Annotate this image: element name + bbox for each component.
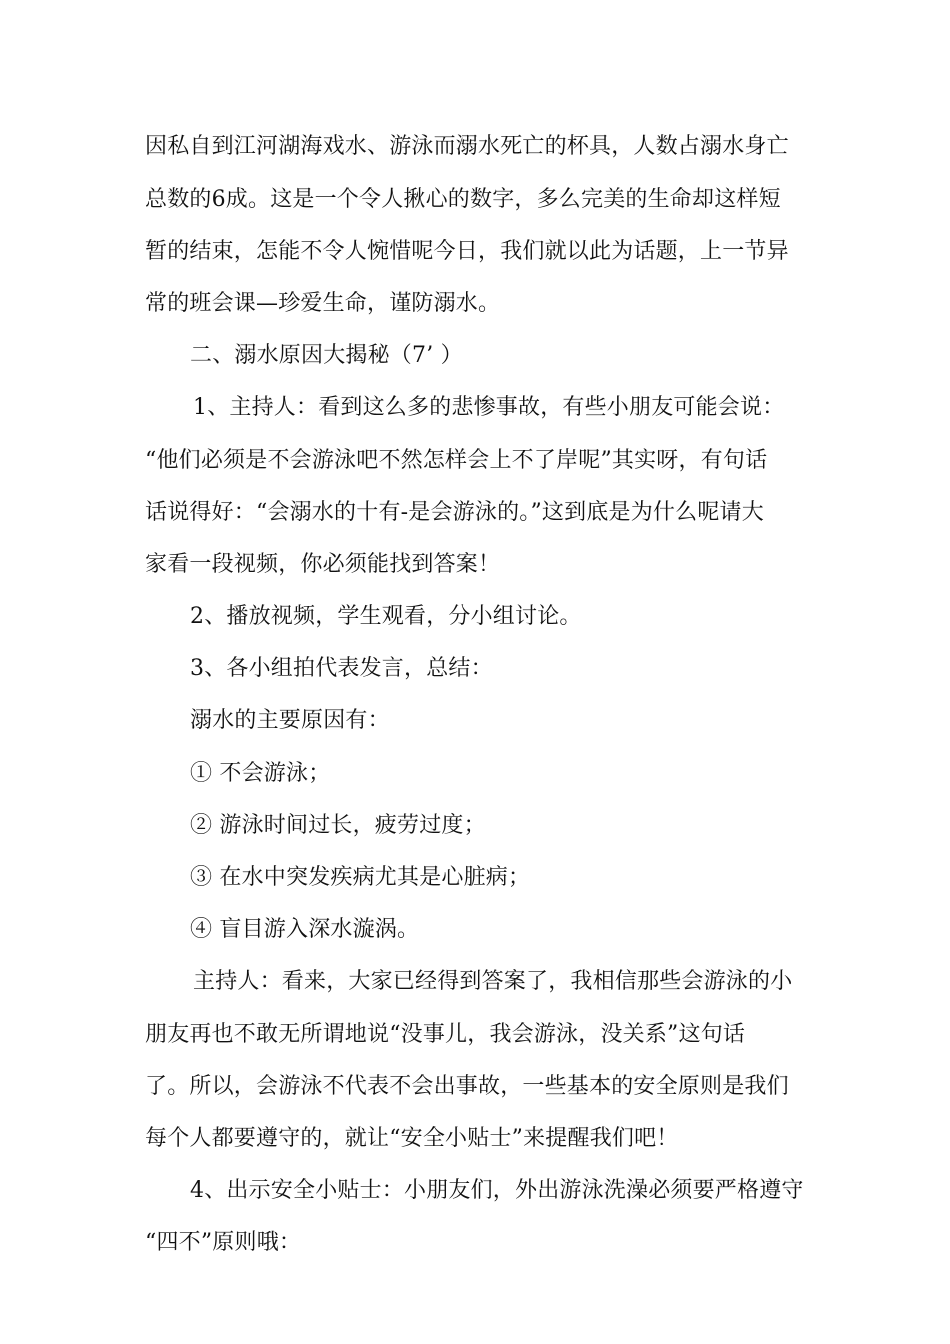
paragraph-line: 4、出示安全小贴士：小朋友们，外出游泳洗澡必须要严格遵守 xyxy=(190,1178,804,1203)
paragraph-line: 朋友再也不敢无所谓地说“没事儿，我会游泳，没关系”这句话 xyxy=(145,1022,746,1047)
paragraph-line: 常的班会课—珍爱生命，谨防溺水。 xyxy=(145,291,501,316)
section-heading: 二、溺水原因大揭秘（7’ ） xyxy=(190,343,463,368)
paragraph-line: 因私自到江河湖海戏水、游泳而溺水死亡的杯具，人数占溺水身亡 xyxy=(145,134,789,159)
paragraph-line: “四不”原则哦： xyxy=(145,1230,302,1255)
paragraph-line: 每个人都要遵守的，就让“安全小贴士”来提醒我们吧！ xyxy=(145,1126,679,1151)
paragraph-line: 暂的结束，怎能不令人惋惜呢今日，我们就以此为话题，上一节异 xyxy=(145,239,789,264)
paragraph-line: 话说得好：“会溺水的十有-是会游泳的。”这到底是为什么呢请大 xyxy=(145,500,764,525)
paragraph-line: “他们必须是不会游泳吧不然怎样会上不了岸呢”其实呀，有句话 xyxy=(145,448,768,473)
paragraph-line: 总数的6成。这是一个令人揪心的数字，多么完美的生命却这样短 xyxy=(145,187,781,212)
list-item: ④ 盲目游入深水漩涡。 xyxy=(190,917,420,942)
paragraph-line: 主持人：看来，大家已经得到答案了，我相信那些会游泳的小 xyxy=(193,969,793,994)
paragraph-line: 3、各小组拍代表发言，总结： xyxy=(190,656,493,681)
paragraph-line: 1、主持人：看到这么多的悲惨事故，有些小朋友可能会说： xyxy=(193,395,785,420)
paragraph-line: 家看一段视频，你必须能找到答案！ xyxy=(145,552,501,577)
paragraph-line: 了。所以，会游泳不代表不会出事故，一些基本的安全原则是我们 xyxy=(145,1074,789,1099)
list-item: ① 不会游泳； xyxy=(190,761,331,786)
paragraph-line: 2、播放视频，学生观看，分小组讨论。 xyxy=(190,604,582,629)
list-item: ② 游泳时间过长，疲劳过度； xyxy=(190,813,486,838)
paragraph-line: 溺水的主要原因有： xyxy=(190,708,390,733)
list-item: ③ 在水中突发疾病尤其是心脏病； xyxy=(190,865,531,890)
